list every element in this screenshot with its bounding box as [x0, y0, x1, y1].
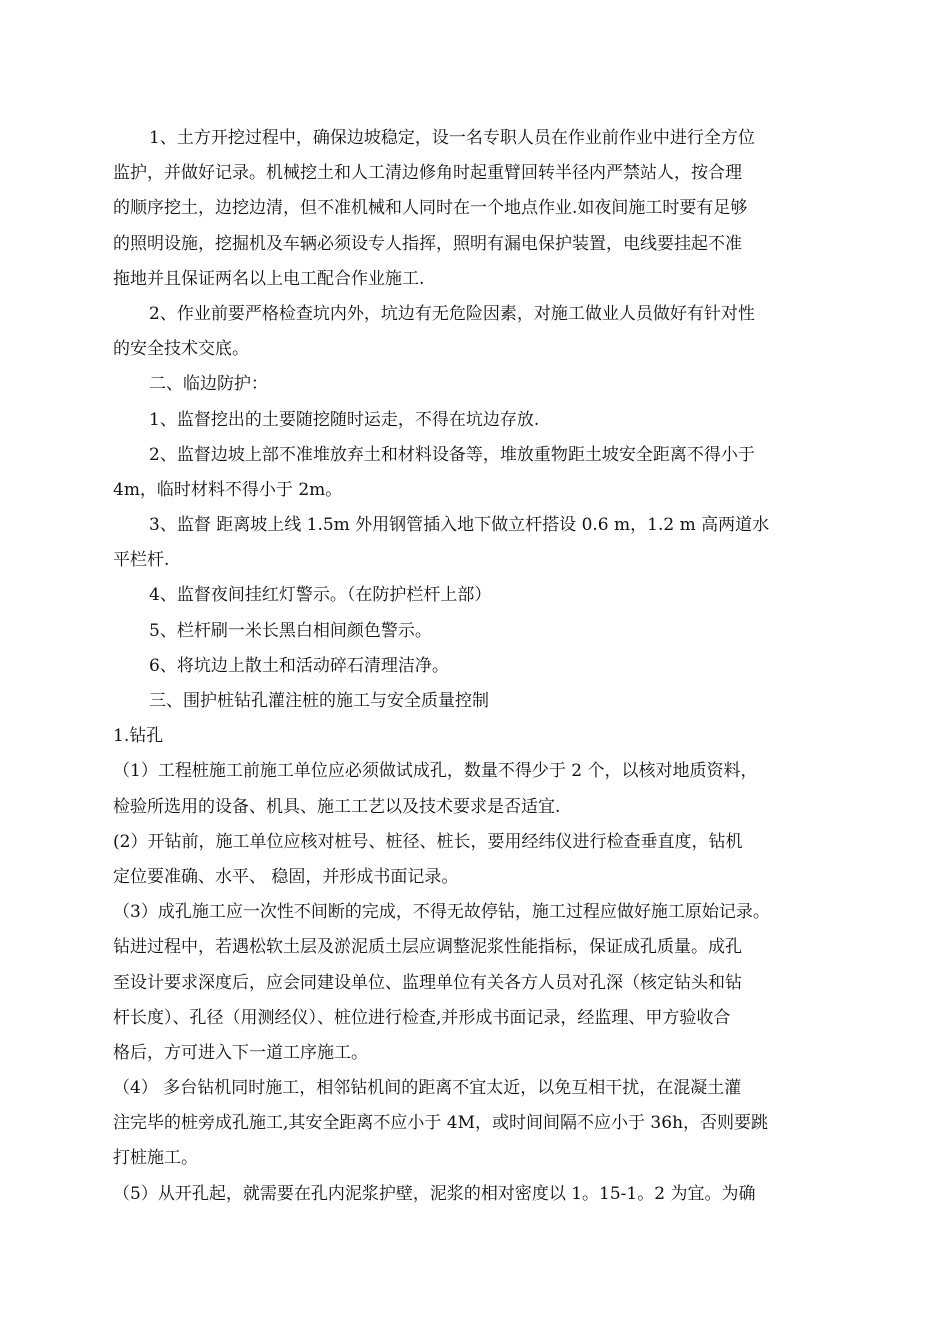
- text-line: 平栏杆.: [113, 550, 170, 571]
- paragraph-edge-item-5: [113, 614, 843, 649]
- text-line: 格后，方可进入下一道工序施工。: [113, 1042, 368, 1063]
- text-line: （5）从开孔起，就需要在孔内泥浆护壁，泥浆的相对密度以 1。15-1。2 为宜。为确: [113, 1183, 756, 1204]
- text-line: 1、土方开挖过程中，确保边坡稳定，设一名专职人员在作业前作业中进行全方位: [149, 128, 755, 148]
- text-line: 1、监督挖出的土要随挖随时运走，不得在坑边存放.: [149, 409, 540, 430]
- text-line: （4） 多台钻机同时施工，相邻钻机间的距离不宜太近，以免互相干扰，在混凝土灌: [113, 1078, 742, 1099]
- paragraph-edge-item-1: [113, 403, 843, 438]
- section-heading-edge-protection: [113, 367, 843, 402]
- text-line: 拖地并且保证两名以上电工配合作业施工.: [113, 268, 425, 289]
- paragraph-edge-item-4: [113, 578, 843, 613]
- text-line: 的顺序挖土，边挖边清，但不准机械和人同时在一个地点作业.如夜间施工时要有足够: [113, 198, 748, 219]
- text-line: 三、围护桩钻孔灌注桩的施工与安全质量控制: [149, 691, 489, 711]
- text-line: 4、监督夜间挂红灯警示。（在防护栏杆上部）: [149, 585, 492, 606]
- subheading-drilling: [113, 719, 843, 754]
- paragraph-drill-item-4: [113, 1071, 843, 1177]
- document-body: [113, 121, 843, 1212]
- text-line: 3、监督 距离坡上线 1.5m 外用钢管插入地下做立杆搭设 0.6 m，1.2 m 高两道水: [149, 515, 770, 536]
- section-heading-pile-construction: [113, 684, 843, 719]
- text-line: 的安全技术交底。: [113, 339, 249, 360]
- paragraph-drill-item-1: [113, 754, 843, 824]
- text-line: 1.钻孔: [113, 726, 164, 747]
- paragraph-pre-work-inspection: [113, 297, 843, 367]
- text-line: 5、栏杆刷一米长黑白相间颜色警示。: [149, 620, 432, 641]
- text-line: 定位要准确、水平、 稳固，并形成书面记录。: [113, 866, 459, 887]
- text-line: (2）开钻前，施工单位应核对桩号、桩径、桩长，要用经纬仪进行检查垂直度，钻机: [113, 831, 743, 852]
- paragraph-edge-item-3: [113, 508, 843, 578]
- text-line: 二、临边防护：: [149, 374, 268, 395]
- text-line: 监护，并做好记录。机械挖土和人工清边修角时起重臂回转半径内严禁站人，按合理: [113, 163, 742, 184]
- paragraph-edge-item-2: [113, 438, 843, 508]
- text-line: 钻进过程中，若遇松软土层及淤泥质土层应调整泥浆性能指标，保证成孔质量。成孔: [113, 937, 742, 958]
- paragraph-earthwork-excavation: [113, 121, 843, 297]
- paragraph-edge-item-6: [113, 649, 843, 684]
- text-line: 的照明设施，挖掘机及车辆必须设专人指挥，照明有漏电保护装置，电线要挂起不准: [113, 233, 742, 254]
- text-line: 至设计要求深度后，应会同建设单位、监理单位有关各方人员对孔深（核定钻头和钻: [113, 972, 742, 993]
- text-line: 注完毕的桩旁成孔施工,其安全距离不应小于 4M，或时间间隔不应小于 36h，否则要跳: [113, 1113, 769, 1134]
- text-line: 4m，临时材料不得小于 2m。: [113, 479, 343, 500]
- text-line: 2、监督边坡上部不准堆放弃土和材料设备等，堆放重物距土坡安全距离不得小于: [149, 444, 755, 465]
- paragraph-drill-item-2: [113, 825, 843, 895]
- text-line: 2、作业前要严格检查坑内外，坑边有无危险因素，对施工做业人员做好有针对性: [149, 303, 755, 324]
- paragraph-drill-item-3: [113, 895, 843, 1071]
- text-line: 打桩施工。: [113, 1148, 198, 1169]
- text-line: （3）成孔施工应一次性不间断的完成，不得无故停钻，施工过程应做好施工原始记录。: [113, 902, 770, 923]
- text-line: （1）工程桩施工前施工单位应必须做试成孔，数量不得少于 2 个，以核对地质资料，: [113, 761, 758, 782]
- text-line: 检验所选用的设备、机具、施工工艺以及技术要求是否适宜.: [113, 796, 561, 817]
- text-line: 6、将坑边上散土和活动碎石清理洁净。: [149, 655, 449, 676]
- text-line: 杆长度）、孔径（用测经仪）、桩位进行检查,并形成书面记录，经监理、甲方验收合: [113, 1007, 731, 1028]
- paragraph-drill-item-5: [113, 1177, 843, 1212]
